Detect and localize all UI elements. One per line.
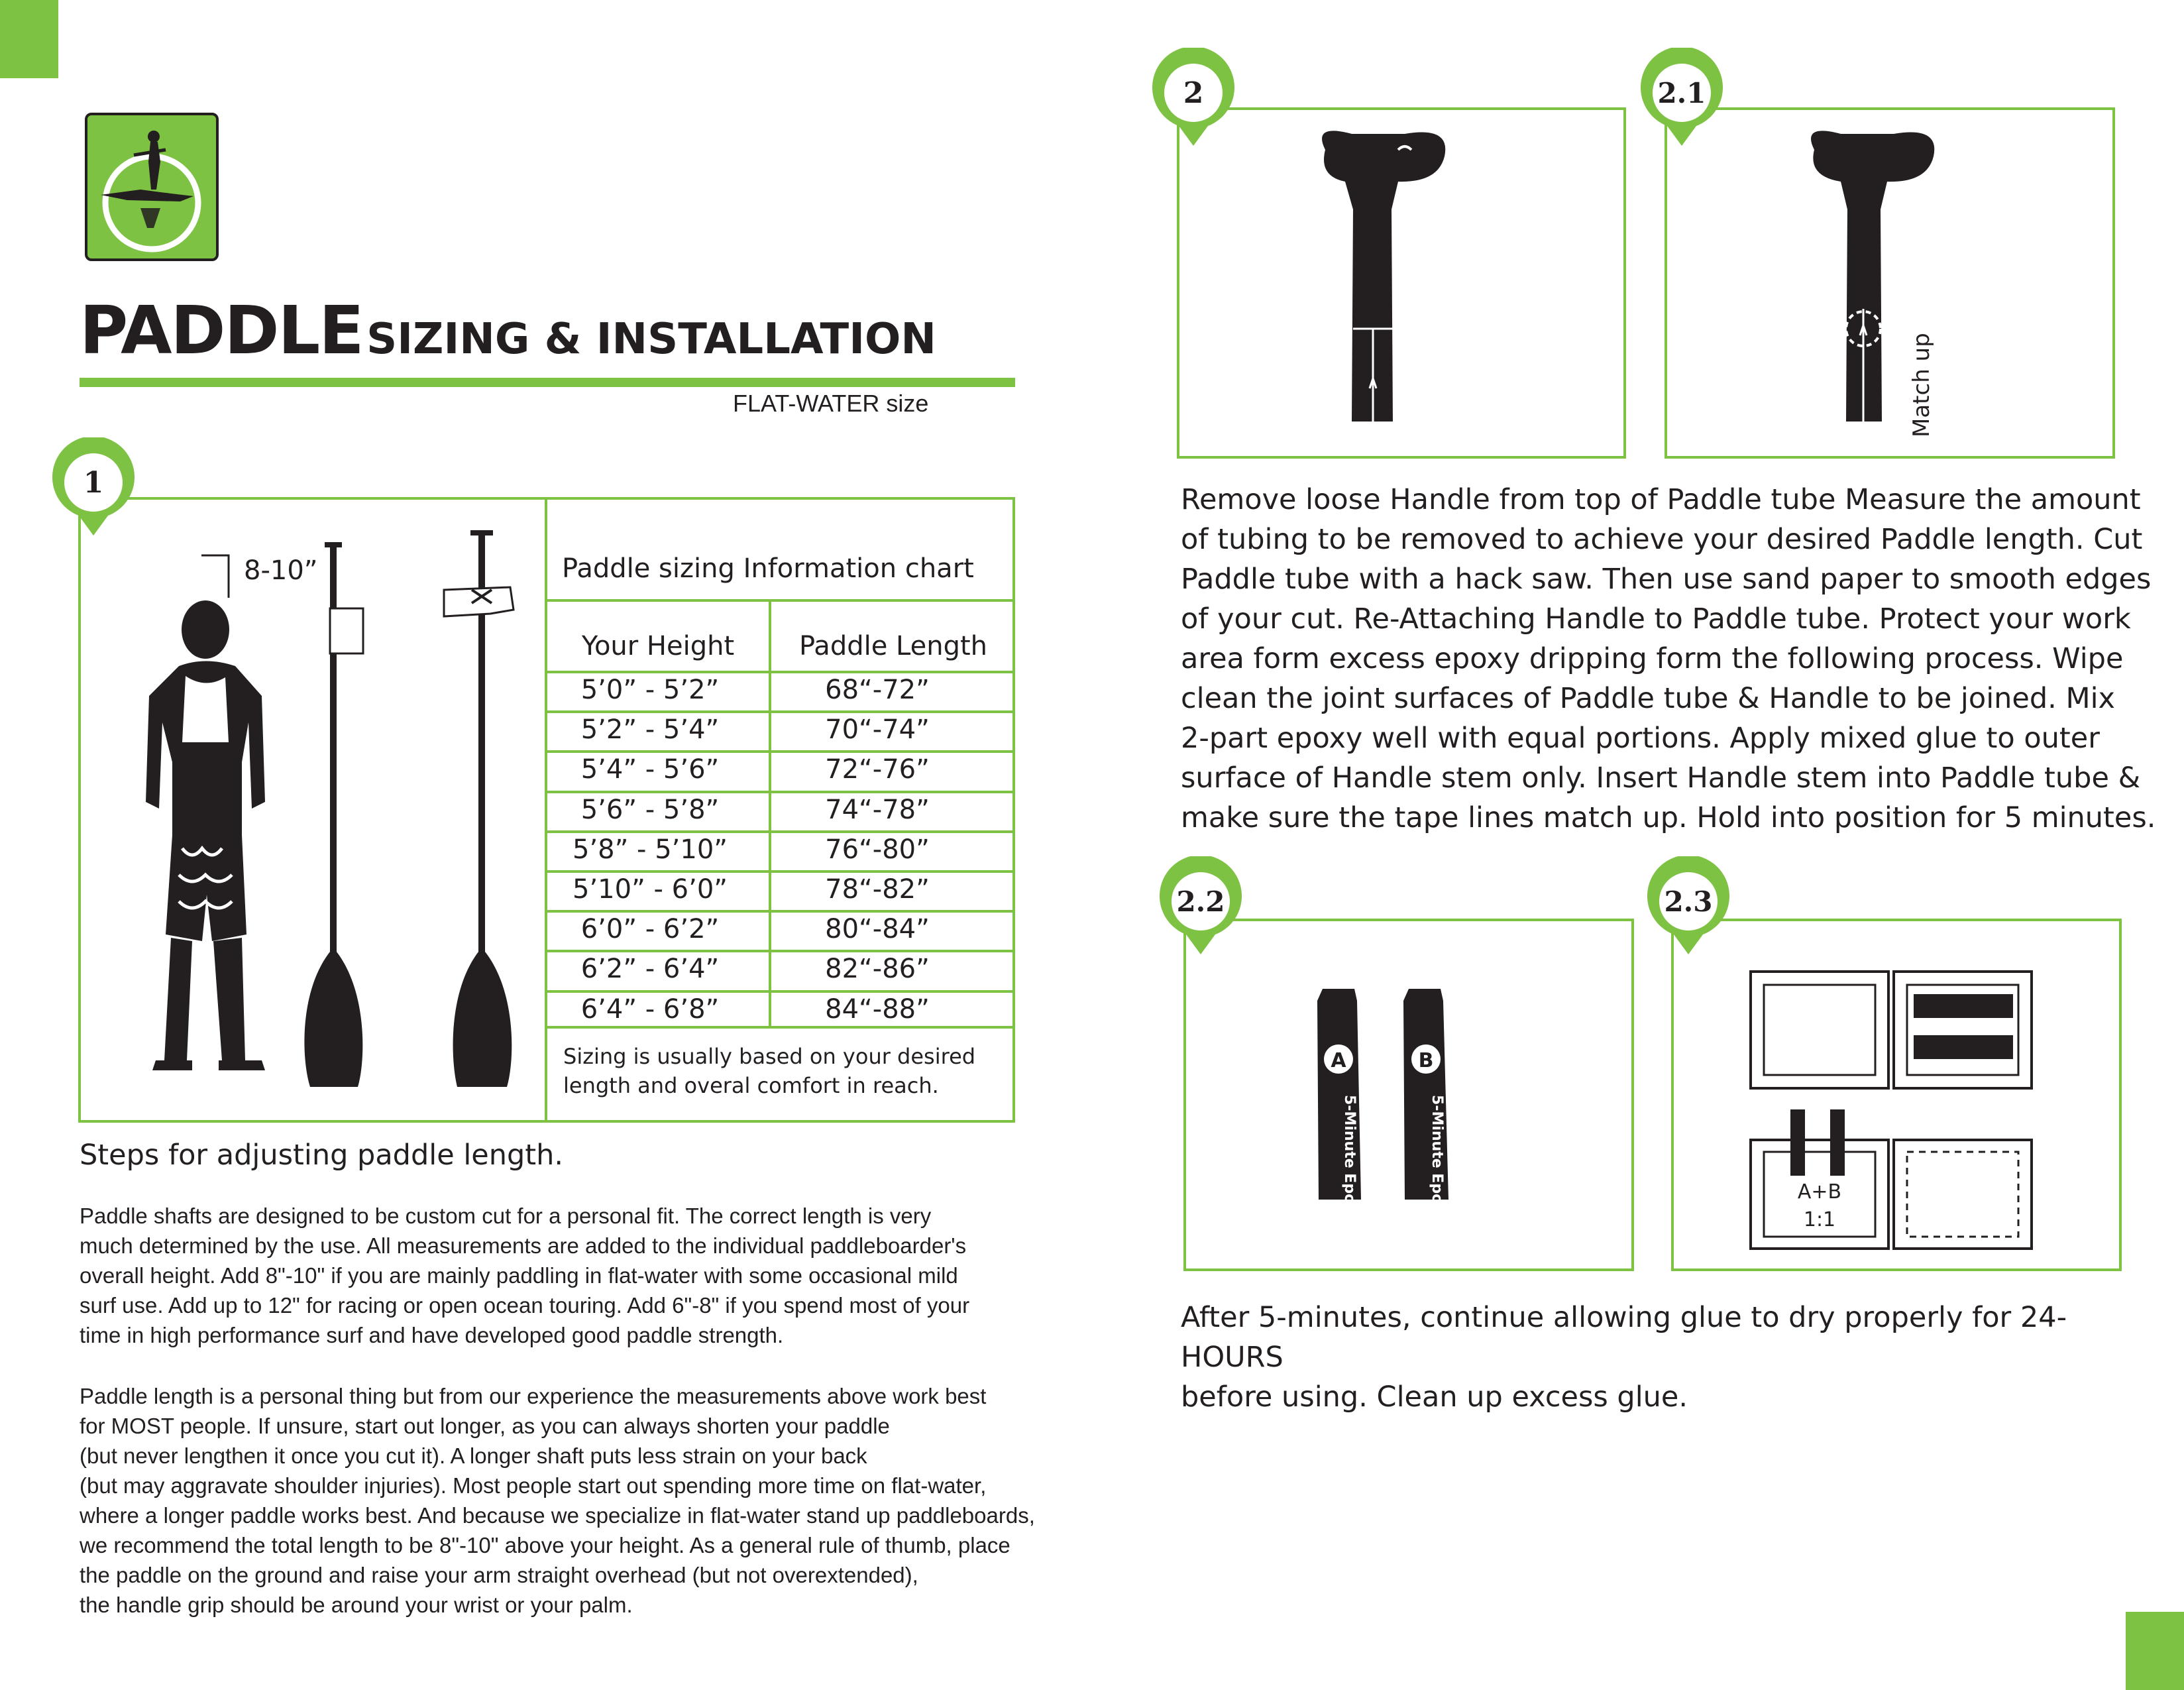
- column-header-length: Paddle Length: [798, 631, 988, 661]
- mix-label: A+B: [1797, 1180, 1842, 1204]
- tube-b-text: 5-Minute Epoxy: [1429, 1095, 1445, 1223]
- chart-cell-length: 70“-74”: [825, 714, 930, 745]
- chart-cell-length: 72“-76”: [825, 754, 930, 785]
- step2-2-panel: [1183, 919, 1634, 1271]
- installation-instructions: Remove loose Handle from top of Paddle tube Measure the amount of tubing to be removed to achieve your desired Paddle length. Cut Paddle tube with a hack saw. Then use sand paper to smooth edges of your cut. Re-Attaching Handle to Paddle tube. Protect your work area form excess epoxy dripping form the following process. Wipe clean the joint surfaces of Paddle tube & Handle to be joined. Mix 2-part epoxy well with equal portions. Apply mixed glue to outer surface of Handle stem only. Insert Handle stem into Paddle tube & make sure the tape lines match up. Hold into position for 5 minutes.: [1181, 483, 2156, 834]
- page-title: [80, 292, 936, 369]
- above-height-label: 8-10”: [244, 555, 318, 586]
- step2-2-badge: [1156, 856, 1246, 946]
- title-rest: SIZING & INSTALLATION: [366, 315, 936, 364]
- tube-b-letter: B: [1418, 1049, 1434, 1072]
- corner-accent-top-left: [0, 0, 58, 78]
- chart-row-rule: [547, 710, 1015, 713]
- chart-title-rule: [547, 599, 1015, 602]
- chart-title: Paddle sizing Information chart: [562, 553, 974, 584]
- title-main: PADDLE: [80, 292, 363, 369]
- step2-3-panel: [1671, 919, 2122, 1271]
- chart-row-rule: [547, 950, 1015, 952]
- chart-cell-height: 5’0” - 5’2”: [580, 675, 720, 705]
- chart-cell-length: 78“-82”: [825, 874, 930, 905]
- epoxy-mixing-illustration: [1674, 921, 2119, 1268]
- chart-cell-length: 68“-72”: [825, 675, 930, 705]
- tube-a-text: 5-Minute Epoxy: [1341, 1095, 1358, 1223]
- match-up-label: Match up: [1908, 333, 1935, 437]
- chart-row-rule: [547, 830, 1015, 833]
- step2-2-badge-label: 2.2: [1176, 885, 1225, 918]
- epoxy-tubes-illustration: [1186, 921, 1631, 1268]
- step2-1-badge: [1637, 48, 1727, 138]
- chart-row-rule: [547, 671, 1015, 673]
- chart-cell-length: 74“-78”: [825, 795, 930, 825]
- chart-row-rule: [547, 910, 1015, 913]
- chart-cell-height: 6’4” - 6’8”: [580, 994, 720, 1025]
- brand-logo: [85, 113, 219, 261]
- step2-panel: [1177, 107, 1626, 459]
- chart-cell-height: 5’8” - 5’10”: [573, 834, 728, 865]
- chart-cell-length: 82“-86”: [825, 954, 930, 984]
- handle-match-illustration: [1667, 110, 2112, 456]
- step2-1-panel: [1665, 107, 2115, 459]
- ratio-label: 1:1: [1803, 1208, 1836, 1231]
- step2-3-badge: [1643, 856, 1733, 946]
- handle-illustration: [1179, 110, 1623, 456]
- step1-badge-label: 1: [83, 465, 104, 500]
- chart-cell-height: 6’0” - 6’2”: [580, 914, 720, 944]
- chart-cell-height: 6’2” - 6’4”: [580, 954, 720, 984]
- chart-cell-height: 5’10” - 6’0”: [573, 874, 728, 905]
- tube-a-letter: A: [1331, 1049, 1346, 1072]
- page-subtitle: FLAT-WATER size: [733, 390, 929, 417]
- corner-accent-bottom-right: [2126, 1612, 2184, 1690]
- step2-1-badge-label: 2.1: [1657, 76, 1706, 109]
- step1-badge: [48, 437, 138, 528]
- chart-row-rule: [547, 990, 1015, 993]
- column-header-height: Your Height: [581, 631, 735, 661]
- chart-cell-height: 5’6” - 5’8”: [580, 795, 720, 825]
- title-underline: [80, 378, 1015, 387]
- step2-badge: [1148, 48, 1238, 138]
- step2-badge-label: 2: [1183, 76, 1204, 110]
- step2-3-badge-label: 2.3: [1664, 885, 1713, 918]
- chart-row-rule: [547, 791, 1015, 793]
- chart-note-rule: [547, 1026, 1015, 1029]
- steps-heading: Steps for adjusting paddle length.: [80, 1139, 564, 1172]
- chart-cell-height: 5’4” - 5’6”: [580, 754, 720, 785]
- chart-cell-length: 76“-80”: [825, 834, 930, 865]
- chart-cell-length: 84“-88”: [825, 994, 930, 1025]
- drying-note: After 5-minutes, continue allowing glue to dry properly for 24-HOURS before using. Clean up excess glue.: [1181, 1301, 2067, 1414]
- paragraph-custom-cut: Paddle shafts are designed to be custom cut for a personal fit. The correct length is very much determined by the use. All measurements are added to the individual paddleboarder's overall height. Add 8"-10" if you are mainly paddling in flat-water with some occasional mild surf use. Add up to 12" for racing or open ocean touring. Add 6"-8" if you spend most of your time in high performance surf and have developed good paddle strength.: [80, 1204, 970, 1347]
- chart-row-rule: [547, 870, 1015, 873]
- chart-row-rule: [547, 750, 1015, 753]
- sizing-note: Sizing is usually based on your desired length and overal comfort in reach.: [563, 1044, 976, 1098]
- man-with-paddles-illustration: [99, 524, 530, 1094]
- chart-cell-length: 80“-84”: [825, 914, 930, 944]
- chart-cell-height: 5’2” - 5’4”: [580, 714, 720, 745]
- paragraph-personal-length: Paddle length is a personal thing but from our experience the measurements above work best for MOST people. If unsure, start out longer, as you can always shorten your paddle (but never lengthen it once you cut it). A longer shaft puts less strain on your back (but may aggravate shoulder injuries). Most people start out spending more time on flat-water, where a longer paddle works best. And because we specialize in flat-water stand up paddleboards, we recommend the total length to be 8"-10" above your height. As a general rule of thumb, place the paddle on the ground and raise your arm straight overhead (but not overextended), the handle grip should be around your wrist or your palm.: [80, 1384, 1035, 1617]
